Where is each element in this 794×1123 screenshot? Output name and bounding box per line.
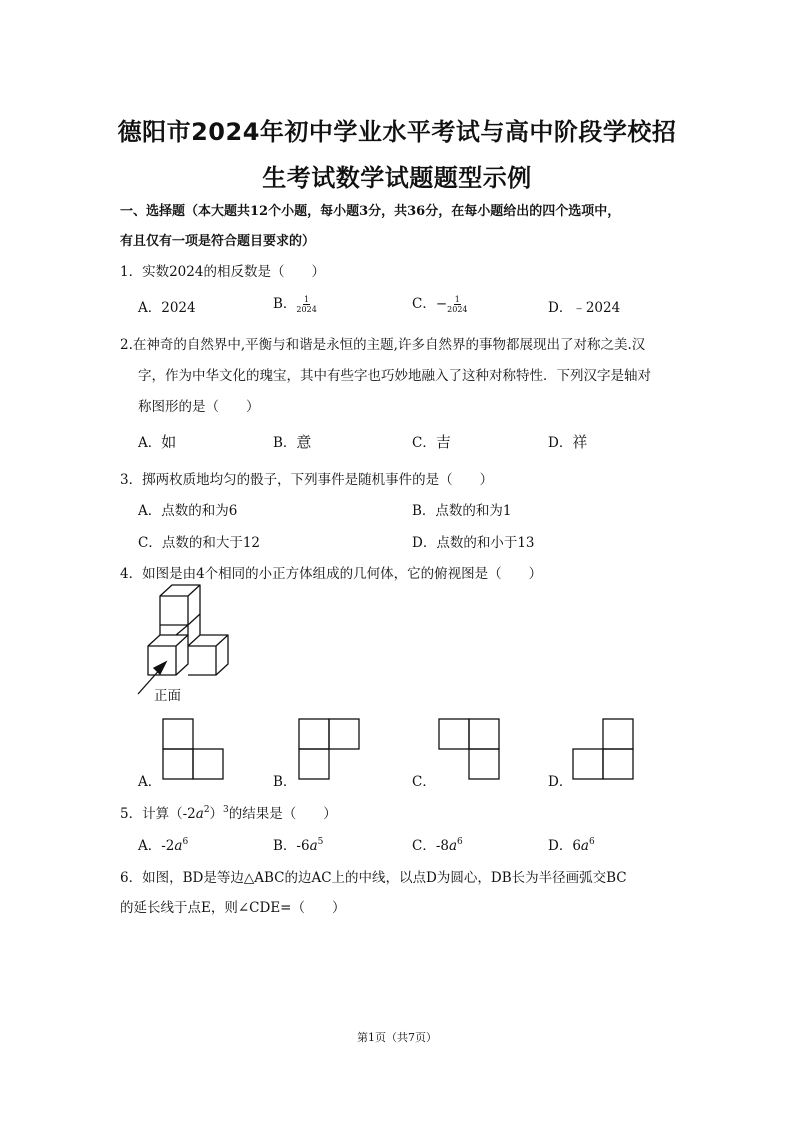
fraction-denominator: 2024 [296,305,317,314]
grid-option-d [573,719,633,779]
fraction-numerator: 1 [304,295,310,304]
option-c-character: 吉 [435,433,451,451]
question-6-stem-line-2: 的延长线于点E，则∠CDE=（ ） [120,900,346,916]
variable: a [195,806,204,822]
question-2-stem-line-2: 字，作为中华文化的瑰宝，其中有些字也巧妙地融入了这种对称特性．下列汉字是轴对 [138,368,651,384]
section-header-line-2: 有且仅有一项是符合题目要求的） [120,234,316,249]
option-b-label: B． [273,296,297,312]
option-c-label: C．− [412,296,448,312]
question-5-option-a [138,834,188,854]
variable: a [174,838,183,854]
option-text: A．-2 [138,838,175,854]
question-4-option-d: D． [548,774,573,790]
variable: a [580,838,589,854]
grid-option-c [439,719,499,779]
section-header-line-1: 一、选择题（本大题共12个小题，每小题3分，共36分，在每小题给出的四个选项中， [120,204,621,219]
question-3-option-c: C．点数的和大于12 [138,535,261,551]
front-view-label: 正面 [154,688,181,704]
variable: a [448,838,458,854]
question-4-option-a: A． [138,774,162,790]
question-3-option-b: B．点数的和为1 [412,503,512,519]
question-2-stem-line-1: 2.在神奇的自然界中,平衡与和谐是永恒的主题,许多自然界的事物都展现出了对称之美.汉 [120,337,646,353]
question-1-stem: 1．实数2024的相反数是（ ） [120,264,325,280]
question-4-option-c: C． [412,774,436,790]
question-6-stem-line-1: 6．如图，BD是等边△ABC的边AC上的中线，以点D为圆心，DB长为半径画弧交BC [120,870,627,886]
question-3-option-a: A．点数的和为6 [138,503,238,519]
question-5-option-d [548,834,595,854]
question-5-stem [120,802,337,822]
grid-option-b [299,719,359,779]
fraction-denominator: 2024 [447,305,468,314]
stem-part: 的结果是（ ） [228,806,337,822]
question-3-stem: 3．掷两枚质地均匀的骰子，下列事件是随机事件的是（ ） [120,472,494,488]
exponent: 3 [223,805,229,815]
option-text: C．-8 [412,838,449,854]
grid-option-a [163,719,223,779]
option-b-character: 意 [296,433,312,451]
question-1-option-d: D．﹣2024 [548,300,621,316]
fraction-numerator: 1 [454,295,460,304]
option-a-character: 如 [161,433,177,451]
option-a-label: A． [138,435,162,451]
option-b-label: B． [273,435,297,451]
exponent: 6 [588,837,595,847]
variable: a [309,838,318,854]
question-4-option-b: B． [273,774,297,790]
question-3-option-d: D．点数的和小于13 [412,535,535,551]
question-2-stem-line-3: 称图形的是（ ） [138,399,260,415]
option-d-label: D． [548,435,573,451]
option-c-label: C． [412,435,436,451]
option-text: B．-6 [273,838,310,854]
option-d-character: 祥 [572,433,588,451]
exponent: 5 [317,837,324,847]
page-title-line-1: 德阳市2024年初中学业水平考试与高中阶段学校招 [117,118,677,146]
page-title-line-2: 生考试数学试题题型示例 [262,164,532,192]
stem-part: ） [209,806,224,822]
stem-part: 5．计算（-2 [120,806,196,822]
question-1-option-a: A．2024 [138,300,196,316]
exponent: 2 [203,805,210,815]
exponent: 6 [182,837,189,847]
page-footer: 第1页（共7页） [357,1031,437,1044]
exponent: 6 [457,837,463,847]
question-5-option-b [273,834,323,854]
option-text: D．6 [548,838,581,854]
question-4-stem: 4．如图是由4个相同的小正方体组成的几何体，它的俯视图是（ ） [120,566,543,582]
question-5-option-c [412,834,463,854]
